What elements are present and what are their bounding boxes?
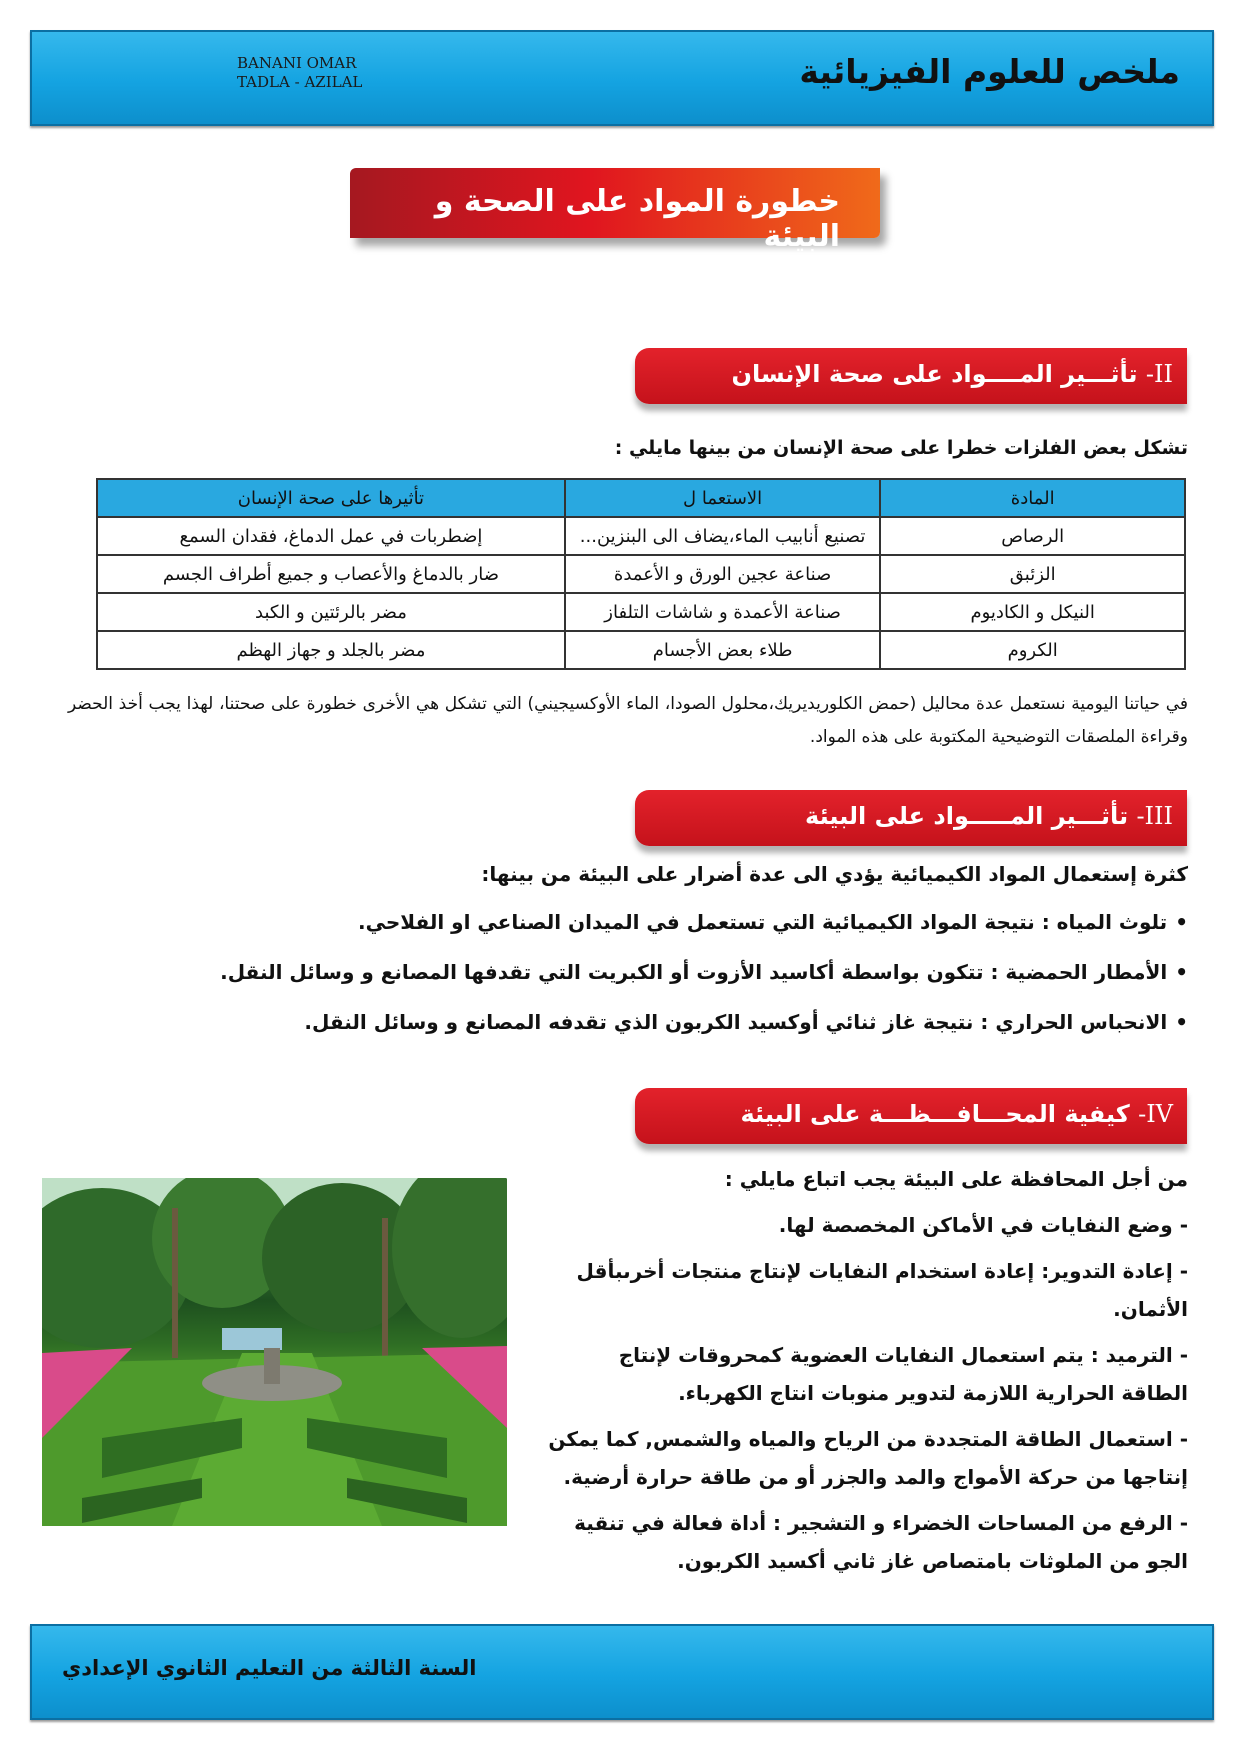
author-block (237, 54, 362, 92)
environment-effects-list (88, 897, 1188, 1047)
table-cell: صناعة عجين الورق و الأعمدة (565, 555, 881, 593)
section-4-intro: من أجل المحافظة على البيئة يجب اتباع مايلي : (724, 1167, 1188, 1191)
section-4-number: IV- (1138, 1100, 1173, 1128)
table-row (97, 593, 1185, 631)
section-2-number: II- (1145, 360, 1173, 388)
table-cell: ضار بالدماغ والأعصاب و جميع أطراف الجسم (97, 555, 565, 593)
table-cell: الكروم (880, 631, 1185, 669)
list-item: - وضع النفايات في الأماكن المخصصة لها. (778, 1213, 1188, 1237)
section-2-paragraph: في حياتنا اليومية نستعمل عدة محاليل (حمض الكلوريديريك،محلول الصودا، الماء الأوكسيجيني) التي تشكل هي الأخرى خطورة على صحتنا، لهذا يجب أخذ الحضر وقراءة الملصقات التوضيحية المكتوبة على هذه المواد. (68, 694, 1188, 747)
list-item: • الأمطار الحمضية : تتكون بواسطة أكاسيد الأزوت أو الكبريت التي تقدفها المصانع و وسائل النقل. (88, 947, 1188, 997)
table-row (97, 631, 1185, 669)
section-3-number: III- (1136, 802, 1173, 830)
table-cell: مضر بالجلد و جهاز الهظم (97, 631, 565, 669)
table-row (97, 517, 1185, 555)
list-item: - الترميد : يتم استعمال النفايات العضوية كمحروقات لإنتاج الطاقة الحرارية اللازمة لتدوير منوبات انتاج الكهرباء. (618, 1343, 1188, 1405)
table-header-row (97, 479, 1185, 517)
materials-table (96, 478, 1186, 670)
section-2-title: تأثـــير المــــواد على صحة الإنسان (731, 360, 1138, 388)
table-cell: الزئبق (880, 555, 1185, 593)
section-4-header (635, 1088, 1187, 1144)
section-3-header (635, 790, 1187, 846)
garden-image (42, 1178, 507, 1526)
footer-band (30, 1624, 1214, 1720)
section-4-title: كيفية المحـــافـــظـــة على البيئة (740, 1100, 1130, 1128)
list-item: • تلوث المياه : نتيجة المواد الكيميائية التي تستعمل في الميدان الصناعي او الفلاحي. (88, 897, 1188, 947)
table-header: الاستعما ل (565, 479, 881, 517)
table-row (97, 555, 1185, 593)
table-cell: إضطربات في عمل الدماغ، فقدان السمع (97, 517, 565, 555)
section-3-intro: كثرة إستعمال المواد الكيميائية يؤدي الى عدة أضرار على البيئة من بينها: (481, 862, 1188, 886)
list-item: - الرفع من المساحات الخضراء و التشجير : أداة فعالة في تنقية الجو من الملوثات بامتصاص غاز ثاني أكسيد الكربون. (574, 1511, 1188, 1573)
table-cell: الرصاص (880, 517, 1185, 555)
title-banner (350, 168, 880, 254)
header-band (30, 30, 1214, 126)
table-cell: مضر بالرئتين و الكبد (97, 593, 565, 631)
list-item: - إعادة التدوير: إعادة استخدام النفايات لإنتاج منتجات أخرىبأقل الأثمان. (576, 1259, 1188, 1321)
author-location: TADLA - AZILAL (237, 73, 363, 91)
summary-title: ملخص للعلوم الفيزيائية (799, 52, 1180, 91)
table-cell: صناعة الأعمدة و شاشات التلفاز (565, 593, 881, 631)
table-cell: تصنيع أنابيب الماء،يضاف الى البنزين... (565, 517, 881, 555)
list-item: - استعمال الطاقة المتجددة من الرياح والمياه والشمس, كما يمكن إنتاجها من حركة الأمواج والمد والجزر أو من طاقة حرارة أرضية. (548, 1427, 1188, 1489)
protection-list (548, 1160, 1188, 1588)
page-title: خطورة المواد على الصحة و البيئة (434, 184, 840, 254)
table-header: المادة (880, 479, 1185, 517)
table-cell: طلاء بعض الأجسام (565, 631, 881, 669)
author-name: BANANI OMAR (237, 54, 357, 72)
list-item: • الانحباس الحراري : نتيجة غاز ثنائي أوكسيد الكربون الذي تقدفه المصانع و وسائل النقل. (88, 997, 1188, 1047)
section-2-intro: تشكل بعض الفلزات خطرا على صحة الإنسان من بينها مايلي : (614, 437, 1188, 459)
grade-label: السنة الثالثة من التعليم الثانوي الإعدادي (62, 1656, 477, 1680)
table-cell: النيكل و الكاديوم (880, 593, 1185, 631)
section-3-title: تأثـــير المـــــواد على البيئة (805, 802, 1129, 830)
table-header: تأثيرها على صحة الإنسان (97, 479, 565, 517)
section-2-header (635, 348, 1187, 404)
